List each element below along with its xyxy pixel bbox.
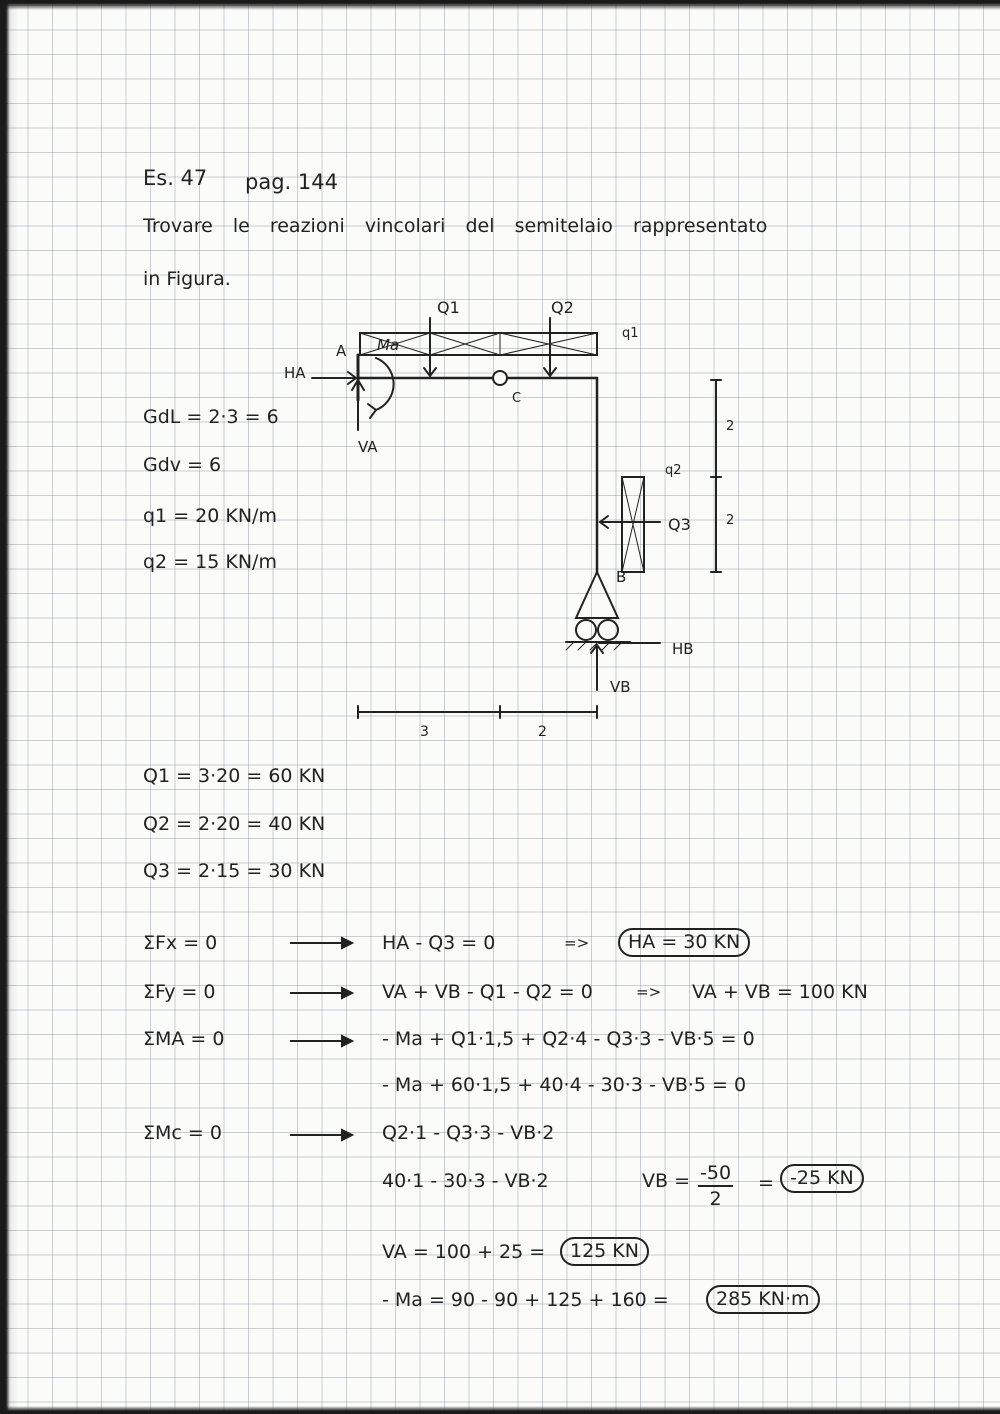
label-q3-force: Q3 [668,515,691,534]
arrow-mc [342,1130,352,1140]
vb-denominator: 2 [709,1188,722,1210]
problem-line-2: in Figura. [143,268,231,290]
vb-numerator: -50 [698,1164,733,1187]
label-point-c: C [512,391,522,406]
problem-line-1: Trovare le reazioni vincolari del semitelaio rappresentato [143,215,768,237]
sum-fx-implies: => [564,934,590,952]
mu-expression: - Ma = 90 - 90 + 125 + 160 = [382,1289,669,1311]
sum-fy-label: ΣFy = 0 [143,981,216,1003]
dim-horizontal-1: 3 [420,724,429,740]
load-q1-value: q1 = 20 KN/m [143,505,277,527]
vb-equals: = [758,1172,774,1194]
label-q2-load: q2 [665,463,682,478]
sum-fx-equation: HA - Q3 = 0 [382,932,496,954]
dim-vertical-1: 2 [726,419,735,434]
exercise-number: Es. 47 [143,166,208,190]
arrow-ma [342,1036,352,1046]
label-hb: HB [672,640,694,658]
arrow-fx [342,938,352,948]
moment-arc [376,358,394,410]
label-point-a: A [336,342,347,360]
degrees-of-freedom: GdL = 2·3 = 6 [143,406,279,428]
sum-ma-equation-1: - Ma + Q1·1,5 + Q2·4 - Q3·3 - VB·5 = 0 [382,1028,755,1050]
label-q1-load: q1 [622,326,639,341]
sum-fx-label: ΣFx = 0 [143,932,218,954]
label-q1-force: Q1 [437,298,460,317]
arrow-fy [342,988,352,998]
load-q1-result: Q1 = 3·20 = 60 KN [143,765,326,787]
dim-vertical-2: 2 [726,513,735,528]
label-vb: VB [610,678,631,696]
vb-fraction [698,1164,733,1209]
degrees-of-constraint: Gdv = 6 [143,454,222,476]
result-ha: HA = 30 KN [618,928,750,957]
sum-mc-label: ΣMc = 0 [143,1122,222,1144]
load-q2-value: q2 = 15 KN/m [143,551,277,573]
hinge-c [493,371,507,385]
vb-label: VB = [642,1170,690,1192]
page-reference: pag. 144 [245,170,338,194]
sum-ma-equation-2: - Ma + 60·1,5 + 40·4 - 30·3 - VB·5 = 0 [382,1074,747,1096]
dim-horizontal-2: 2 [538,724,547,740]
result-mu: 285 KN·m [706,1285,820,1314]
label-moment: Ma [377,336,400,354]
load-q2-result: Q2 = 2·20 = 40 KN [143,813,326,835]
sum-fy-equation: VA + VB - Q1 - Q2 = 0 [382,981,593,1003]
result-va: 125 KN [560,1237,649,1266]
paper-edge-bottom [0,1406,1000,1414]
va-expression: VA = 100 + 25 = [382,1241,546,1263]
label-ha: HA [284,364,306,382]
pin-support-b [576,572,618,618]
load-q3-result: Q3 = 2·15 = 30 KN [143,860,326,882]
label-va: VA [358,438,378,456]
sum-mc-equation-1: Q2·1 - Q3·3 - VB·2 [382,1122,555,1144]
sum-ma-label: ΣMA = 0 [143,1028,225,1050]
label-q2-force: Q2 [551,298,574,317]
result-va-vb: VA + VB = 100 KN [692,981,868,1003]
result-vb: -25 KN [780,1164,864,1193]
sum-mc-equation-2: 40·1 - 30·3 - VB·2 [382,1170,549,1192]
sum-fy-implies: => [636,983,662,1001]
label-point-b: B [616,568,627,586]
